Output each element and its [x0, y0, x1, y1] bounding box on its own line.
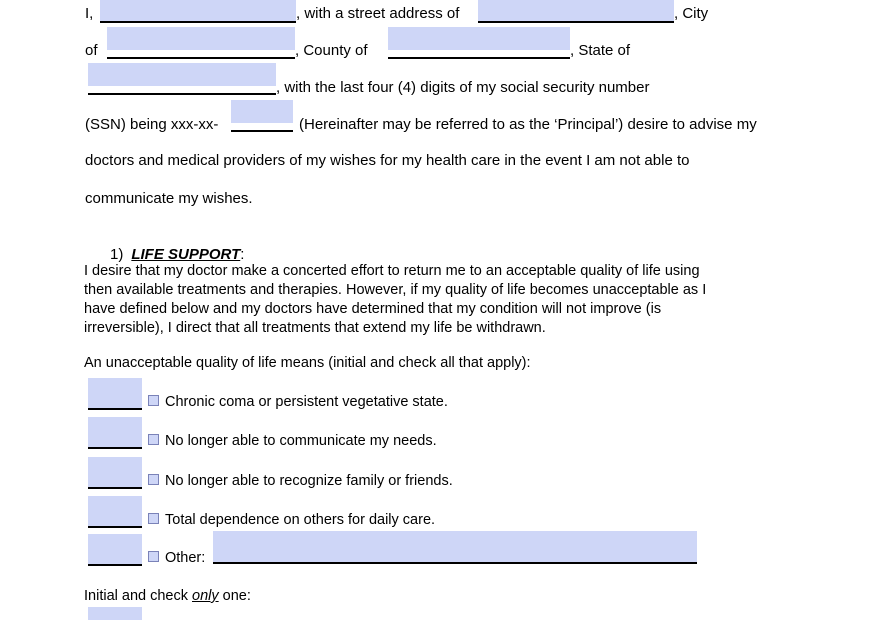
intro-line2-prefix: of — [85, 42, 98, 59]
intro-line4-suffix: (Hereinafter may be referred to as the ‘Principal’) desire to advise my — [299, 116, 757, 133]
other-text-field[interactable] — [213, 531, 697, 563]
option-4-checkbox[interactable] — [148, 513, 159, 524]
section1-number: 1) — [110, 246, 124, 263]
intro-line2-suffix: , State of — [570, 42, 631, 59]
option-5-initials-rule — [88, 564, 142, 566]
section1-heading — [110, 246, 244, 264]
option-5-label: Other: — [165, 550, 206, 566]
option-5-initials-field[interactable] — [88, 534, 142, 566]
intro-line1-prefix: I, — [85, 5, 94, 22]
choose-one-suffix: one: — [218, 588, 251, 604]
option-2-initials-rule — [88, 447, 142, 449]
option-2-label: No longer able to communicate my needs. — [165, 433, 437, 449]
section1-title-colon: : — [240, 246, 245, 263]
section1-title: LIFE SUPPORT — [131, 246, 241, 263]
option-1-initials-rule — [88, 408, 142, 410]
option-3-initials-field[interactable] — [88, 457, 142, 489]
intro-line1-suffix: , City — [674, 5, 709, 22]
option-4-initials-field[interactable] — [88, 496, 142, 528]
checklist-prompt: An unacceptable quality of life means (initial and check all that apply): — [84, 355, 531, 371]
city-field-rule — [107, 57, 295, 59]
option-5-checkbox[interactable] — [148, 551, 159, 562]
intro-line5: doctors and medical providers of my wishes for my health care in the event I am not able to — [85, 152, 690, 169]
option-3-initials-rule — [88, 487, 142, 489]
intro-line2-mid: , County of — [295, 42, 368, 59]
choose-one-emphasis: only — [192, 588, 219, 604]
state-field-rule — [88, 93, 276, 95]
option-1-checkbox[interactable] — [148, 395, 159, 406]
option-4-label: Total dependence on others for daily care. — [165, 512, 436, 528]
option-1-initials-field[interactable] — [88, 378, 142, 410]
name-field[interactable] — [100, 0, 296, 22]
section1-body-line-2: then available treatments and therapies. However, if my quality of life becomes unacceptable as I — [84, 282, 707, 298]
option-2-checkbox[interactable] — [148, 434, 159, 445]
name-field-rule — [100, 21, 296, 23]
choose-one-prefix: Initial and check — [84, 588, 193, 604]
ssn-last-four-field-rule — [231, 130, 293, 132]
choose-one-initials-field[interactable] — [88, 607, 142, 620]
option-3-checkbox[interactable] — [148, 474, 159, 485]
option-1-label: Chronic coma or persistent vegetative state. — [165, 394, 448, 410]
county-field-rule — [388, 57, 570, 59]
option-2-initials-field[interactable] — [88, 417, 142, 449]
section1-body-line-4: irreversible), I direct that all treatments that extend my life be withdrawn. — [84, 320, 546, 336]
intro-line1-mid: , with a street address of — [296, 5, 460, 22]
street-address-field-rule — [478, 21, 674, 23]
intro-line3-suffix: , with the last four (4) digits of my social security number — [276, 79, 650, 96]
intro-line6: communicate my wishes. — [85, 190, 253, 207]
option-4-initials-rule — [88, 526, 142, 528]
section1-body-line-1: I desire that my doctor make a concerted effort to return me to an acceptable quality of life using — [84, 263, 700, 279]
choose-one-prompt — [84, 589, 251, 604]
state-field[interactable] — [88, 63, 276, 86]
other-text-field-rule — [213, 562, 697, 564]
section1-body-line-3: have defined below and my doctors have determined that my condition will not improve (is — [84, 301, 662, 317]
option-3-label: No longer able to recognize family or friends. — [165, 473, 453, 489]
street-address-field[interactable] — [478, 0, 674, 22]
ssn-last-four-field[interactable] — [231, 100, 293, 123]
city-field[interactable] — [107, 27, 295, 50]
intro-line4-prefix: (SSN) being xxx-xx- — [85, 116, 219, 133]
county-field[interactable] — [388, 27, 570, 50]
